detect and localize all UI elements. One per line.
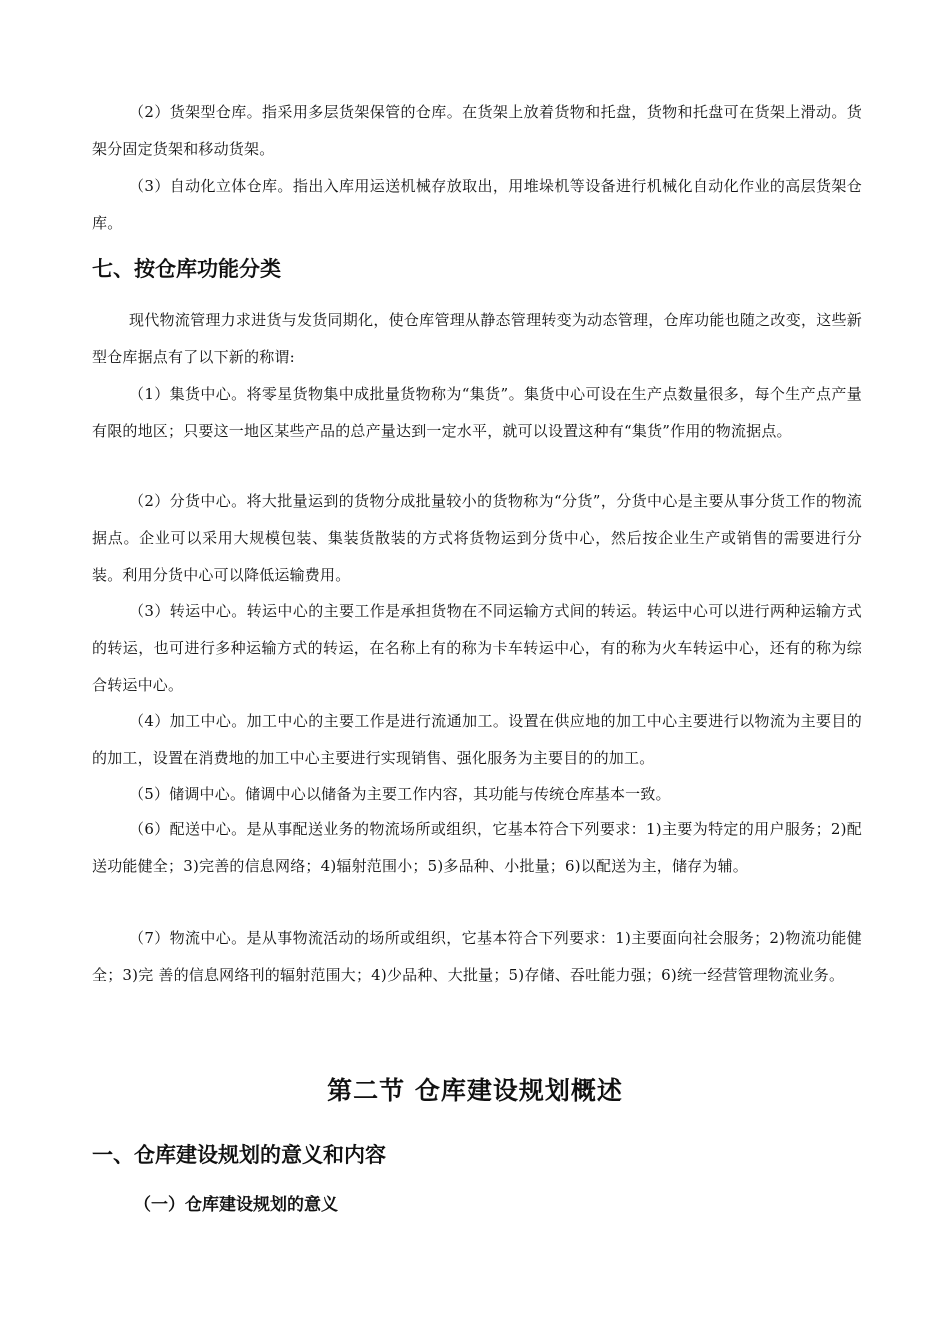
paragraph-transfer-center: （3）转运中心。转运中心的主要工作是承担货物在不同运输方式间的转运。转运中心可以进行两种运输方式的转运，也可进行多种运输方式的转运，在名称上有的称为卡车转运中心，有的称为火车转运中心，还有的称为综合转运中心。 bbox=[92, 602, 862, 694]
paragraph-processing-center: （4）加工中心。加工中心的主要工作是进行流通加工。设置在供应地的加工中心主要进行以物流为主要目的的加工，设置在消费地的加工中心主要进行实现销售、强化服务为主要目的的加工。 bbox=[92, 712, 862, 767]
heading-planning-meaning-content: 一、仓库建设规划的意义和内容 bbox=[92, 1143, 386, 1167]
paragraph-collection-center: （1）集货中心。将零星货物集中成批量货物称为“集货”。集货中心可设在生产点数量很多，每个生产点产量有限的地区；只要这一地区某些产品的总产量达到一定水平，就可以设置这种有“集货”作用的物流据点。 bbox=[92, 385, 862, 440]
paragraph-distribution-split-center: （2）分货中心。将大批量运到的货物分成批量较小的货物称为“分货”，分货中心是主要从事分货工作的物流据点。企业可以采用大规模包装、集装货散装的方式将货物运到分货中心，然后按企业生产或销售的需要进行分装。利用分货中心可以降低运输费用。 bbox=[92, 492, 862, 584]
paragraph-delivery-center: （6）配送中心。是从事配送业务的物流场所或组织，它基本符合下列要求：1)主要为特定的用户服务；2)配送功能健全；3)完善的信息网络；4)辐射范围小；5)多品种、小批量；6)以配送为主，储存为辅。 bbox=[92, 820, 862, 875]
paragraph-function-intro: 现代物流管理力求进货与发货同期化，使仓库管理从静态管理转变为动态管理，仓库功能也随之改变，这些新型仓库据点有了以下新的称谓: bbox=[92, 311, 862, 366]
paragraph-automated-warehouse: （3）自动化立体仓库。指出入库用运送机械存放取出，用堆垛机等设备进行机械化自动化作业的高层货架仓库。 bbox=[92, 177, 862, 232]
paragraph-storage-center: （5）储调中心。储调中心以储备为主要工作内容，其功能与传统仓库基本一致。 bbox=[129, 785, 671, 803]
paragraph-shelf-warehouse: （2）货架型仓库。指采用多层货架保管的仓库。在货架上放着货物和托盘，货物和托盘可在货架上滑动。货架分固定货架和移动货架。 bbox=[92, 103, 862, 158]
subheading-planning-meaning: （一）仓库建设规划的意义 bbox=[134, 1195, 338, 1215]
heading-classify-by-function: 七、按仓库功能分类 bbox=[92, 257, 281, 281]
paragraph-logistics-center: （7）物流中心。是从事物流活动的场所或组织，它基本符合下列要求：1)主要面向社会服务；2)物流功能健全；3)完 善的信息网络刊的辐射范围大；4)少品种、大批量；5)存储、吞吐能力强；6)统一经营管理物流业务。 bbox=[92, 929, 862, 984]
section-title: 第二节 仓库建设规划概述 bbox=[327, 1076, 623, 1105]
